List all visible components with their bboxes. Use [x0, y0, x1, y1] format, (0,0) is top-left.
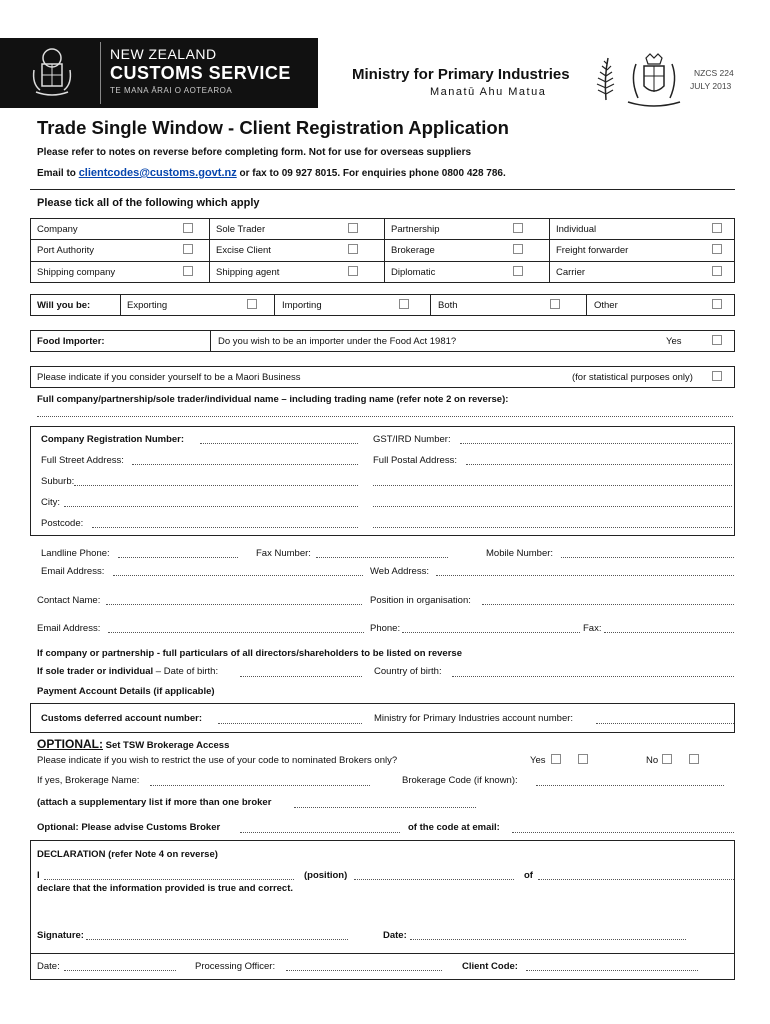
broker-name-field[interactable] [150, 785, 370, 786]
will-label-other: Other [594, 300, 618, 311]
payment-heading: Payment Account Details (if applicable) [37, 686, 215, 697]
mpi-account-label: Ministry for Primary Industries account number: [374, 713, 574, 724]
tick-checkbox-excise-client[interactable] [348, 244, 358, 254]
tick-checkbox-company[interactable] [183, 223, 193, 233]
will-checkbox-exporting[interactable] [247, 299, 257, 309]
attach-note: (attach a supplementary list if more than one broker [37, 797, 272, 808]
mpi-name-maori: Manatū Ahu Matua [430, 86, 547, 98]
company-reg-field[interactable] [200, 443, 358, 444]
declaration-of-label: of [524, 870, 533, 881]
tick-label-shipping-company: Shipping company [37, 267, 116, 278]
intro-email-suffix: or fax to 09 927 8015. For enquiries phone 0800 428 786. [236, 168, 506, 179]
deferred-field[interactable] [218, 723, 362, 724]
postcode-field[interactable] [92, 527, 358, 528]
contact-name-label: Contact Name: [37, 595, 101, 606]
postal-address-label: Full Postal Address: [373, 455, 457, 466]
advise-email-field[interactable] [512, 832, 734, 833]
advise-field[interactable] [240, 832, 400, 833]
directors-note: If company or partnership - full particulars of all directors/shareholders to be listed on reverse [37, 648, 462, 659]
food-importer-label: Food Importer: [37, 336, 105, 347]
declaration-date-field[interactable] [410, 939, 686, 940]
food-importer-yes-label: Yes [666, 336, 682, 347]
declaration-statement: declare that the information provided is true and correct. [37, 883, 294, 894]
optional-heading [37, 735, 229, 753]
office-date-field[interactable] [64, 970, 176, 971]
advise-email-label: of the code at email: [408, 822, 500, 833]
optional-yes-label: Yes [530, 755, 546, 766]
advise-label: Optional: Please advise Customs Broker [37, 822, 221, 833]
intro-line1: Please refer to notes on reverse before completing form. Not for use for overseas suppliers [37, 147, 472, 158]
company-reg-label: Company Registration Number: [41, 434, 185, 445]
will-you-be-label: Will you be: [37, 300, 91, 311]
contact-phone-field[interactable] [402, 632, 580, 633]
optional-label: OPTIONAL: [37, 737, 103, 751]
food-importer-yes-checkbox[interactable] [712, 335, 722, 345]
broker-code-label: Brokerage Code (if known): [402, 775, 518, 786]
signature-field[interactable] [86, 939, 348, 940]
broker-code-field[interactable] [536, 785, 724, 786]
declaration-position-label: (position) [304, 870, 348, 881]
web-field[interactable] [436, 575, 734, 576]
position-field[interactable] [482, 604, 734, 605]
declaration-of-field[interactable] [538, 879, 734, 880]
will-label-exporting: Exporting [127, 300, 168, 311]
tick-label-sole-trader: Sole Trader [216, 224, 266, 235]
tick-checkbox-carrier[interactable] [712, 266, 722, 276]
email-field[interactable] [113, 575, 363, 576]
client-code-field[interactable] [526, 970, 698, 971]
processing-officer-field[interactable] [286, 970, 442, 971]
tick-checkbox-shipping-agent[interactable] [348, 266, 358, 276]
customs-name-line2: CUSTOMS SERVICE [110, 63, 291, 83]
sole-trader-label [37, 666, 218, 677]
tick-label-freight-forwarder: Freight forwarder [556, 245, 629, 256]
optional-question: Please indicate if you wish to restrict the use of your code to nominated Brokers only? [37, 755, 398, 766]
city-label: City: [41, 497, 60, 508]
street-address-label: Full Street Address: [41, 455, 124, 466]
suburb-2-field[interactable] [373, 485, 732, 486]
email-link[interactable]: clientcodes@customs.govt.nz [78, 167, 237, 179]
suburb-label: Suburb: [41, 476, 75, 487]
tick-checkbox-port-authority[interactable] [183, 244, 193, 254]
broker-name-label: If yes, Brokerage Name: [37, 775, 140, 786]
dob-field[interactable] [240, 676, 362, 677]
tick-checkbox-diplomatic[interactable] [513, 266, 523, 276]
customs-name-line1: NEW ZEALAND [110, 46, 217, 62]
attach-field[interactable] [294, 807, 476, 808]
will-checkbox-other[interactable] [712, 299, 722, 309]
contact-fax-label: Fax: [583, 623, 602, 634]
optional-no-label: No [646, 755, 659, 766]
customs-logo-block [0, 38, 318, 108]
tick-label-company: Company [37, 224, 78, 235]
country-label: Country of birth: [374, 666, 442, 677]
postal-address-field[interactable] [466, 464, 732, 465]
declaration-date-label: Date: [383, 930, 407, 941]
contact-phone-label: Phone: [370, 623, 401, 634]
gst-field[interactable] [460, 443, 732, 444]
customs-crest-icon [30, 44, 74, 100]
tick-label-partnership: Partnership [391, 224, 440, 235]
declaration-i: I [37, 870, 40, 881]
position-label: Position in organisation: [370, 595, 471, 606]
tick-label-shipping-agent: Shipping agent [216, 267, 280, 278]
postcode-label: Postcode: [41, 518, 84, 529]
tick-checkbox-individual[interactable] [712, 223, 722, 233]
form-date: JULY 2013 [690, 81, 732, 91]
client-code-label: Client Code: [462, 961, 518, 972]
optional-subheading: Set TSW Brokerage Access [103, 740, 230, 751]
sole-trader-dob: – Date of birth: [153, 666, 219, 677]
contact-name-field[interactable] [106, 604, 362, 605]
tick-heading: Please tick all of the following which apply [37, 197, 260, 209]
maori-checkbox[interactable] [712, 371, 722, 381]
will-checkbox-importing[interactable] [399, 299, 409, 309]
tick-grid [30, 218, 735, 283]
tick-checkbox-shipping-company[interactable] [183, 266, 193, 276]
mobile-label: Mobile Number: [486, 548, 554, 559]
full-name-label: Full company/partnership/sole trader/individual name – including trading name (refer note 2 on reverse): [37, 394, 509, 405]
sole-trader-bold: If sole trader or individual [37, 666, 154, 677]
tick-label-diplomatic: Diplomatic [391, 267, 436, 278]
tick-label-excise-client: Excise Client [216, 245, 271, 256]
page-title: Trade Single Window - Client Registration Application [37, 117, 509, 138]
optional-no-checkbox-2[interactable] [689, 754, 699, 764]
mobile-field[interactable] [561, 557, 734, 558]
intro-line2 [37, 167, 506, 179]
tick-checkbox-brokerage[interactable] [513, 244, 523, 254]
mpi-account-field[interactable] [596, 723, 734, 724]
intro-email-prefix: Email to [37, 168, 79, 179]
tick-label-port-authority: Port Authority [37, 245, 95, 256]
city-2-field[interactable] [373, 506, 732, 507]
tick-checkbox-sole-trader[interactable] [348, 223, 358, 233]
optional-yes-checkbox-2[interactable] [578, 754, 588, 764]
tick-checkbox-partnership[interactable] [513, 223, 523, 233]
food-importer-question: Do you wish to be an importer under the Food Act 1981? [218, 336, 457, 347]
signature-label: Signature: [37, 930, 84, 941]
landline-label: Landline Phone: [41, 548, 110, 559]
optional-yes-checkbox[interactable] [551, 754, 561, 764]
contact-fax-field[interactable] [604, 632, 734, 633]
maori-note: (for statistical purposes only) [572, 372, 693, 383]
suburb-field[interactable] [74, 485, 358, 486]
mpi-name: Ministry for Primary Industries [352, 66, 570, 83]
tick-checkbox-freight-forwarder[interactable] [712, 244, 722, 254]
form-code: NZCS 224 [694, 68, 734, 78]
gst-label: GST/IRD Number: [373, 434, 451, 445]
processing-officer-label: Processing Officer: [195, 961, 276, 972]
declaration-box [30, 840, 735, 980]
landline-field[interactable] [118, 557, 238, 558]
customs-name-line3: TE MANA ĀRAI O AOTEAROA [110, 86, 233, 95]
office-date-label: Date: [37, 961, 60, 972]
web-label: Web Address: [370, 566, 429, 577]
maori-question: Please indicate if you consider yourself to be a Maori Business [37, 372, 301, 383]
will-checkbox-both[interactable] [550, 299, 560, 309]
declaration-heading: DECLARATION (refer Note 4 on reverse) [37, 849, 218, 860]
will-label-importing: Importing [282, 300, 322, 311]
contact-email-label: Email Address: [37, 623, 101, 634]
contact-email-field[interactable] [108, 632, 364, 633]
country-field[interactable] [452, 676, 734, 677]
nz-coat-of-arms-icon [618, 52, 690, 110]
declaration-name-field[interactable] [44, 879, 294, 880]
tick-label-brokerage: Brokerage [391, 245, 435, 256]
will-label-both: Both [438, 300, 458, 311]
street-address-field[interactable] [132, 464, 358, 465]
fern-icon [594, 54, 616, 102]
optional-no-checkbox[interactable] [662, 754, 672, 764]
email-label: Email Address: [41, 566, 105, 577]
tick-label-individual: Individual [556, 224, 597, 235]
full-name-field[interactable] [37, 416, 733, 417]
postcode-2-field[interactable] [373, 527, 732, 528]
declaration-position-field[interactable] [354, 879, 514, 880]
tick-label-carrier: Carrier [556, 267, 586, 278]
fax-field[interactable] [316, 557, 448, 558]
city-field[interactable] [64, 506, 358, 507]
deferred-label: Customs deferred account number: [41, 713, 202, 724]
fax-label: Fax Number: [256, 548, 311, 559]
